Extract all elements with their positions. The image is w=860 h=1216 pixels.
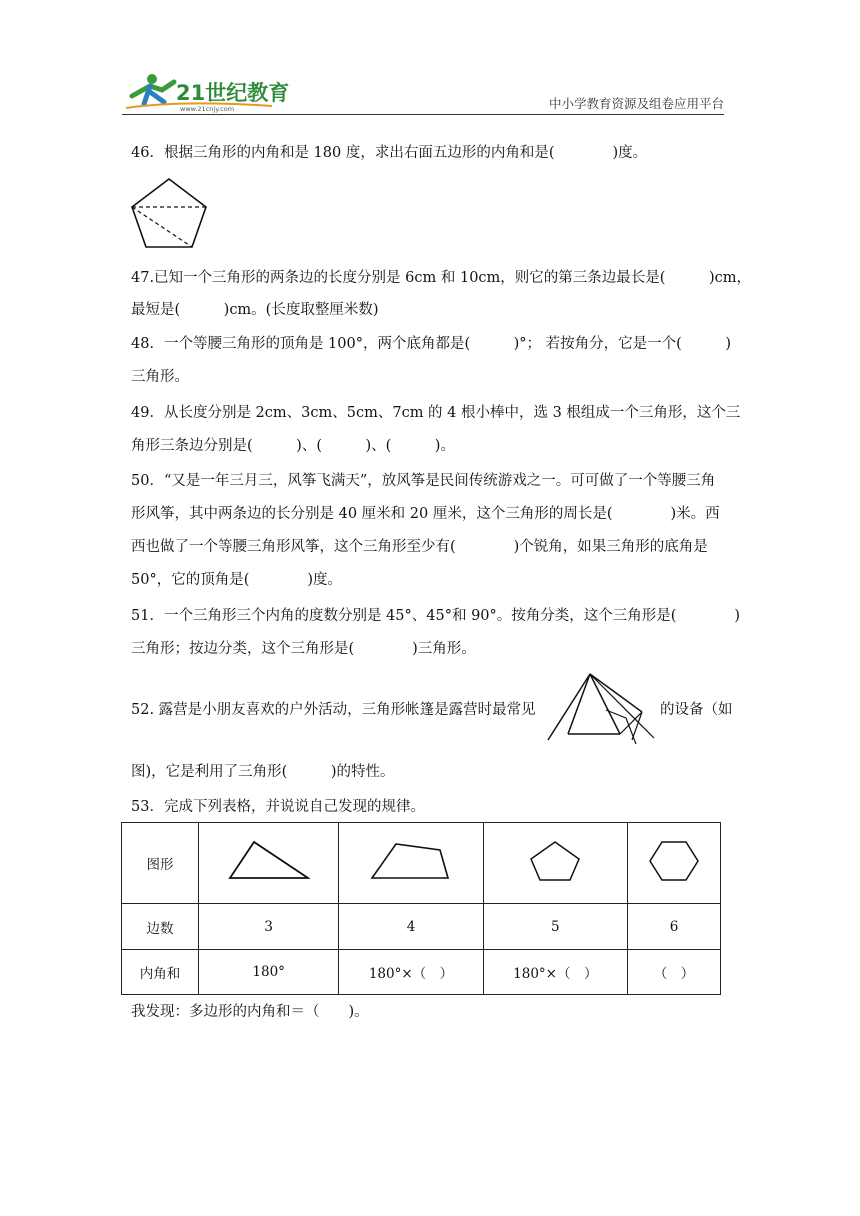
question-51-line1: 51．一个三角形三个内角的度数分别是 45°、45°和 90°。按角分类，这个三角形是( ) [131,608,741,624]
table-row-shape [122,823,721,904]
sides-cell: 4 [339,904,483,950]
page-header [122,66,724,114]
sides-cell: 6 [627,904,720,950]
table-row-angle-sum [122,950,721,995]
question-47-line2: 最短是( )cm。(长度取整厘米数) [131,302,379,318]
question-52-line2: 图)，它是利用了三角形( )的特性。 [131,764,395,780]
question-51-line2: 三角形；按边分类，这个三角形是( )三角形。 [131,641,476,657]
question-53-title: 53．完成下列表格，并说说自己发现的规律。 [131,799,425,815]
table-row-sides [122,904,721,950]
shape-quadrilateral [339,823,483,904]
question-50-line1: 50．“又是一年三月三，风筝飞满天”，放风筝是民间传统游戏之一。可可做了一个等腰三角 [131,473,716,489]
question-53-conclusion: 我发现：多边形的内角和＝（ )。 [131,1004,369,1020]
header-divider [122,114,724,115]
question-49-line1: 49．从长度分别是 2cm、3cm、5cm、7cm 的 4 根小棒中，选 3 根组成一个三角形，这个三 [131,405,741,421]
angle-sum-cell: 180°×（ ） [339,950,483,995]
question-49-line2: 角形三条边分别是( )、( )、( )。 [131,438,455,454]
question-47-line1: 47.已知一个三角形的两条边的长度分别是 6cm 和 10cm，则它的第三条边最长是( )cm， [131,270,751,286]
question-50-line3: 西也做了一个等腰三角形风筝，这个三角形至少有( )个锐角，如果三角形的底角是 [131,539,708,555]
platform-name: 中小学教育资源及组卷应用平台 [548,96,724,111]
row-label-angle-sum: 内角和 [122,950,199,995]
question-48-line1: 48．一个等腰三角形的顶角是 100°，两个底角都是( )°； 若按角分，它是一个( ) [131,336,731,352]
shape-triangle [199,823,339,904]
triangle-figure [228,838,310,884]
logo-21cnjy [122,70,292,114]
hexagon-figure [647,839,701,883]
angle-sum-cell: 180°×（ ） [483,950,627,995]
shape-hexagon [627,823,720,904]
svg-text:www.21cnjy.com: www.21cnjy.com [180,105,235,113]
question-52-line1-left: 52. 露营是小朋友喜欢的户外活动，三角形帐篷是露营时最常见 [131,702,536,718]
pentagon-figure [128,176,210,250]
question-46: 46．根据三角形的内角和是 180 度，求出右面五边形的内角和是( )度。 [131,145,648,161]
question-50-line2: 形风筝，其中两条边的长分别是 40 厘米和 20 厘米，这个三角形的周长是( )米。西 [131,506,720,522]
row-label-sides: 边数 [122,904,199,950]
tent-figure [546,670,658,746]
question-50-line4: 50°，它的顶角是( )度。 [131,572,343,588]
shape-pentagon [483,823,627,904]
svg-text:21世纪教育: 21世纪教育 [176,81,290,105]
polygon-table [121,822,721,995]
row-label-shape: 图形 [122,823,199,904]
quadrilateral-figure [370,840,452,882]
pentagon-small-figure [528,840,582,882]
question-48-line2: 三角形。 [131,369,189,385]
sides-cell: 3 [199,904,339,950]
angle-sum-cell: （ ） [627,950,720,995]
angle-sum-cell: 180° [199,950,339,995]
question-52-line1-right: 的设备（如 [660,702,733,718]
sides-cell: 5 [483,904,627,950]
